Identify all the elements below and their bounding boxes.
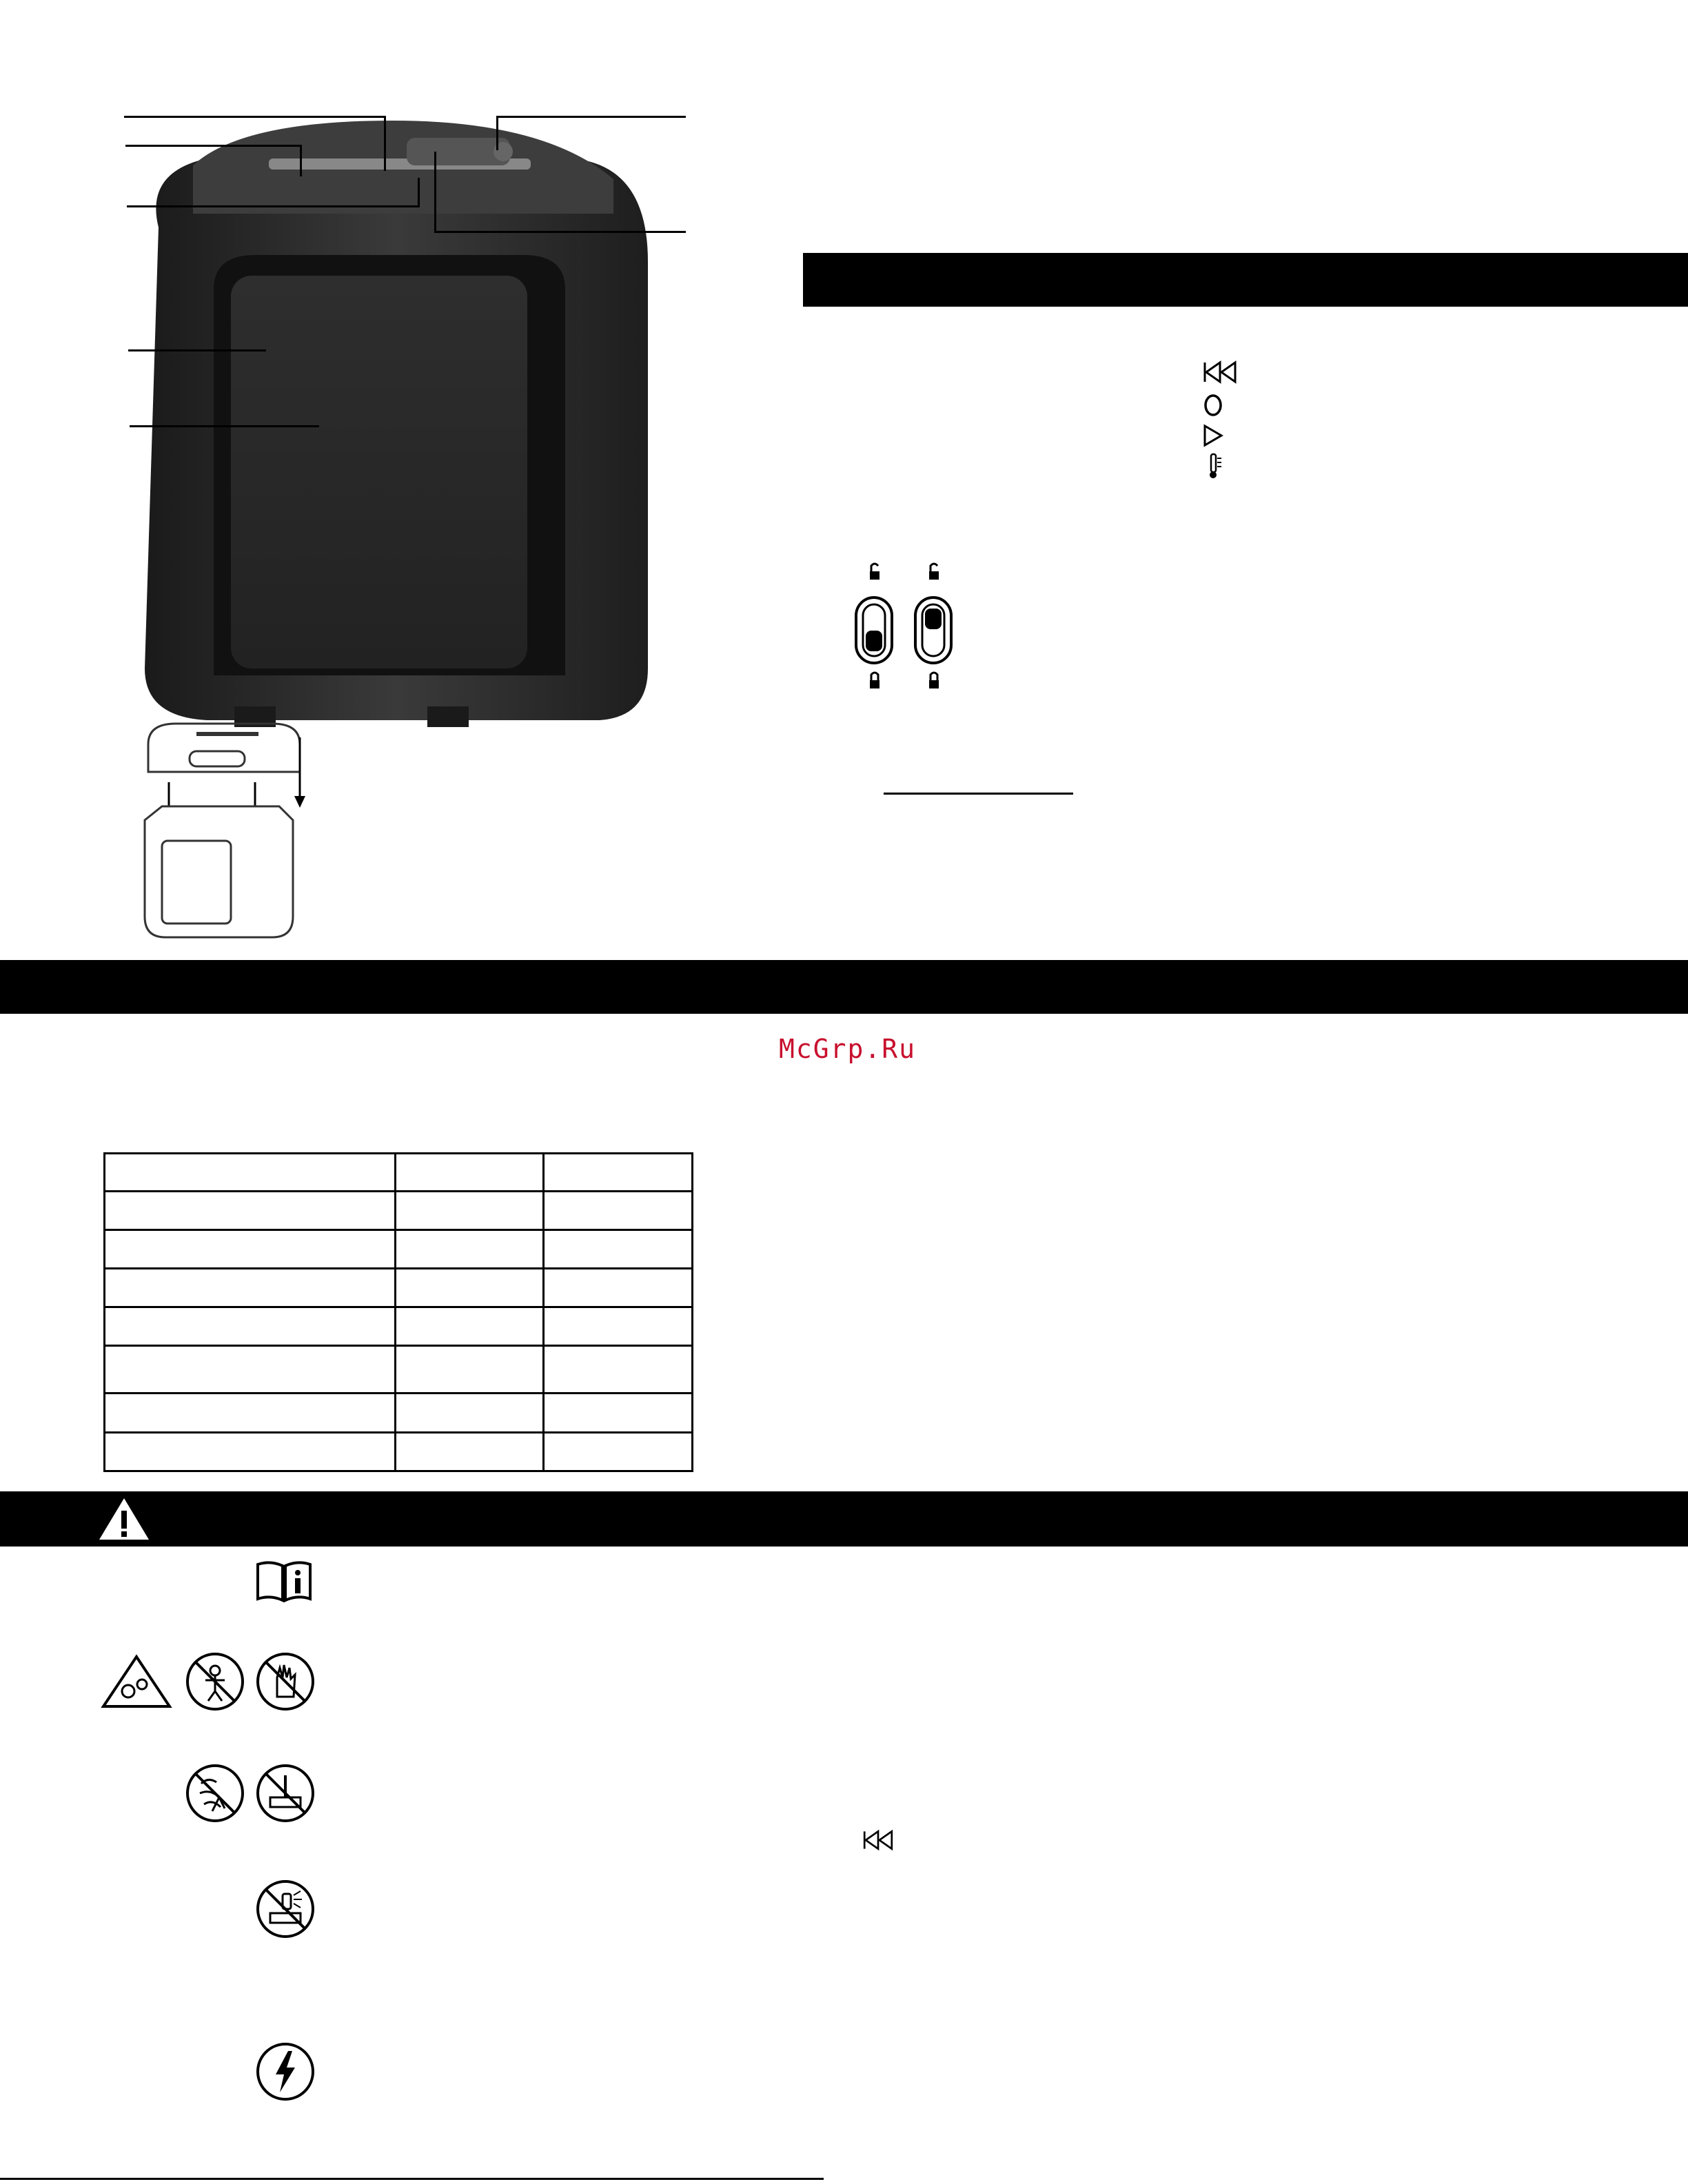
watermark: McGrp.Ru (779, 1034, 917, 1064)
specs-section-bar (0, 960, 1688, 1014)
table-row-divider (103, 1229, 693, 1231)
underline-link[interactable] (884, 793, 1073, 795)
overheat-icon (1199, 451, 1241, 479)
specs-table (103, 1152, 693, 1472)
callout-line (128, 349, 266, 351)
no-hands-icon (255, 1651, 316, 1712)
unlock-icon (870, 564, 879, 580)
table-row-divider (103, 1267, 693, 1269)
callout-line (127, 205, 420, 207)
callout-line (300, 145, 302, 176)
callout-line (496, 116, 686, 118)
no-hair-icon (185, 1763, 245, 1824)
footer-rule (0, 2178, 824, 2180)
lock-icon (870, 673, 879, 688)
table-row-divider (103, 1392, 693, 1394)
no-loose-items-icon (255, 1763, 316, 1824)
controls-section-bar (803, 253, 1688, 307)
electrical-hazard-icon (255, 2041, 316, 2102)
table-row-divider (103, 1306, 693, 1308)
table-row-divider (103, 1190, 693, 1192)
read-manual-icon (255, 1559, 313, 1603)
callout-line (418, 178, 420, 207)
warning-triangle-icon (96, 1496, 152, 1542)
table-col-divider (394, 1152, 396, 1472)
safety-section-bar (0, 1491, 1688, 1547)
shredder-illustration (117, 83, 724, 744)
reverse-icon (859, 1828, 897, 1853)
callout-line (125, 145, 301, 147)
no-aerosol-icon (255, 1879, 316, 1939)
no-children-icon (185, 1651, 245, 1712)
callout-line (434, 152, 436, 232)
callout-line (434, 231, 686, 233)
unlock-icon (929, 564, 939, 580)
bin-removal-illustration (134, 717, 327, 944)
table-row-divider (103, 1431, 693, 1433)
reverse-icon (1199, 358, 1241, 386)
callout-line (496, 116, 498, 150)
callout-line (124, 116, 386, 118)
callout-line (384, 116, 386, 171)
off-icon (1199, 391, 1241, 419)
table-row-divider (103, 1345, 693, 1347)
lock-switch-illustration (841, 562, 972, 700)
moving-parts-warning-icon (101, 1654, 172, 1709)
table-col-divider (542, 1152, 545, 1472)
lock-icon (929, 673, 939, 688)
auto-on-icon (1199, 422, 1241, 449)
callout-line (130, 425, 319, 427)
